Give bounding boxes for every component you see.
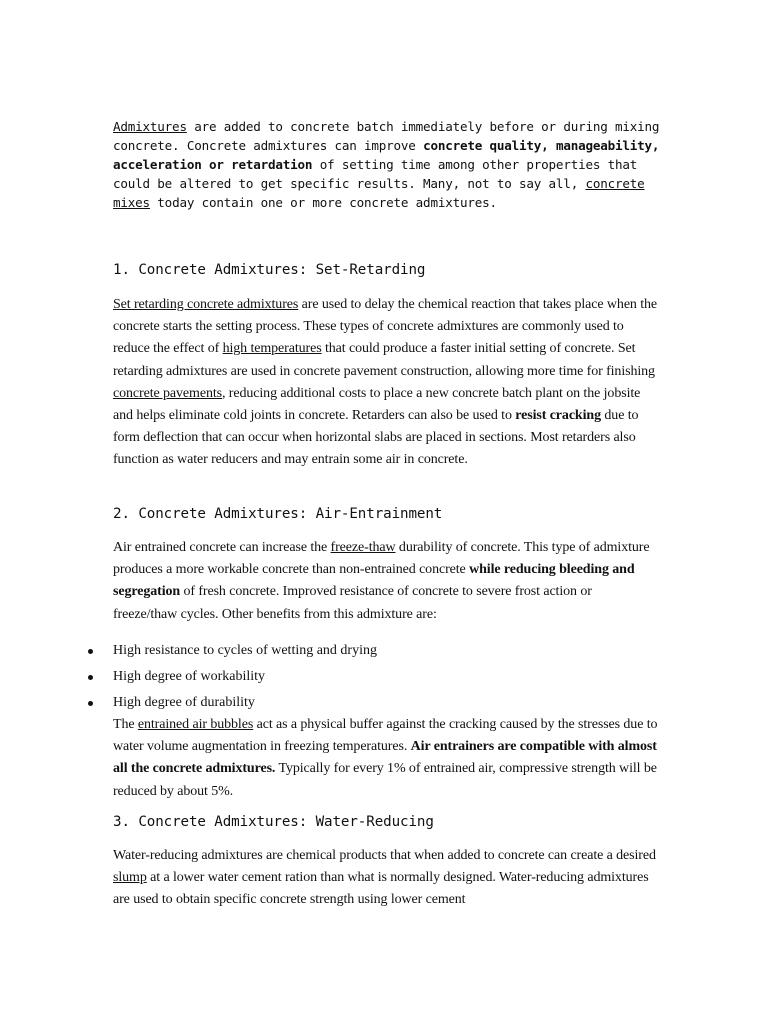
bullet-icon [88,701,93,706]
document-page: Admixtures are added to concrete batch immediately before or during mixing concrete. Concrete admixtures can improve concrete quality, manageability, acceleration or retardation of setting time among other properties that could be altered to get specific results. Many, not to say all, concrete mixes today contain one or more concrete admixtures. 1. Concrete Admixtures: Set-Retarding Set retarding concrete admixtures are used to delay the chemical reaction that takes place when the concrete starts the setting process. These types of concrete admixtures are commonly used to reduce the effect of high temperatures that could produce a faster initial setting of concrete. Set retarding admixtures are used in concrete pavement construction, allowing more time for finishing concrete pavements, reducing additional costs to place a new concrete batch plant on the jobsite and helps eliminate cold joints in concrete. Retarders can also be used to resist cracking due to form deflection that can occur when horizontal slabs are placed in sections. Most retarders also function as water reducers and may entrain some air in concrete. 2. Concrete Admixtures: Air-Entrainment Air entrained concrete can increase the freeze-thaw durability of concrete. This type of admixture produces a more workable concrete than non-entrained concrete while reducing bleeding and segregation of fresh concrete. Improved resistance of concrete to severe frost action or freeze/thaw cycles. Other benefits from this admixture are: High resistance to cycles of wetting and drying High degree of workability High degree of durability The entrained air bubbles act as a physical buffer against the cracking caused by the stresses due to water volume augmentation in freezing temperatures. Air entrainers are compatible with almost all the concrete admixtures. Typically for every 1% of entrained air, compressive strength will be reduced by about 5%. 3. Concrete Admixtures: Water-Reducing Water-reducing admixtures are chemical products that when added to concrete can create a desired slump at a lower water cement ration than what is normally designed. Water-reducing admixtures are used to obtain specific concrete strength using lower cement [0,0,768,1024]
bullet-icon [88,675,93,680]
freeze-thaw-link[interactable]: freeze-thaw [330,540,396,555]
bullet-icon [88,649,93,654]
air-entrainment-paragraph: Air entrained concrete can increase the freeze-thaw durability of concrete. This type of admixture produces a more workable concrete than non-entrained concrete while reducing bleeding and segregation of fresh concrete. Improved resistance of concrete to severe frost action or freeze/thaw cycles. Other benefits from this admixture are: [113,540,650,622]
intro-paragraph: Admixtures are added to concrete batch immediately before or during mixing concrete. Concrete admixtures can improve concrete quality, manageability, acceleration or retardation of setting time among other properties that could be altered to get specific results. Many, not to say all, concrete mixes today contain one or more concrete admixtures. [113,119,660,210]
concrete-mixes-link[interactable]: concrete mixes [113,176,645,210]
admixtures-link[interactable]: Admixtures [113,119,187,134]
entrained-air-bubbles-link[interactable]: entrained air bubbles [137,717,254,732]
slump-link[interactable]: slump [113,870,147,886]
set-retarding-link[interactable]: Set retarding concrete admixtures [113,297,299,312]
air-bubbles-paragraph: The entrained air bubbles act as a physical buffer against the cracking caused by the stresses due to water volume augmentation in freezing temperatures. Air entrainers are compatible with almost all the concrete admixtures. Typically for every 1% of entrained air, compressive strength will be reduced by about 5%. [113,717,658,799]
high-temperatures-link[interactable]: high temperatures [222,341,322,357]
water-reducing-paragraph: Water-reducing admixtures are chemical products that when added to concrete can create a desired slump at a lower water cement ration than what is normally designed. Water-reducing admixtures are used to obtain specific concrete strength using lower cement [113,848,656,908]
concrete-pavements-link[interactable]: concrete pavements [113,385,222,401]
heading-set-retarding: 1. Concrete Admixtures: Set-Retarding [113,262,426,278]
heading-water-reducing: 3. Concrete Admixtures: Water-Reducing [113,814,434,830]
heading-air-entrainment: 2. Concrete Admixtures: Air-Entrainment [113,506,443,522]
set-retarding-paragraph: Set retarding concrete admixtures are used to delay the chemical reaction that takes place when the concrete starts the setting process. These types of concrete admixtures are commonly used to reduce the effect of high temperatures that could produce a faster initial setting of concrete. Set retarding admixtures are used in concrete pavement construction, allowing more time for finishing concrete pavements, reducing additional costs to place a new concrete batch plant on the jobsite and helps eliminate cold joints in concrete. Retarders can also be used to resist cracking due to form deflection that can occur when horizontal slabs are placed in sections. Most retarders also function as water reducers and may entrain some air in concrete. [113,297,658,468]
